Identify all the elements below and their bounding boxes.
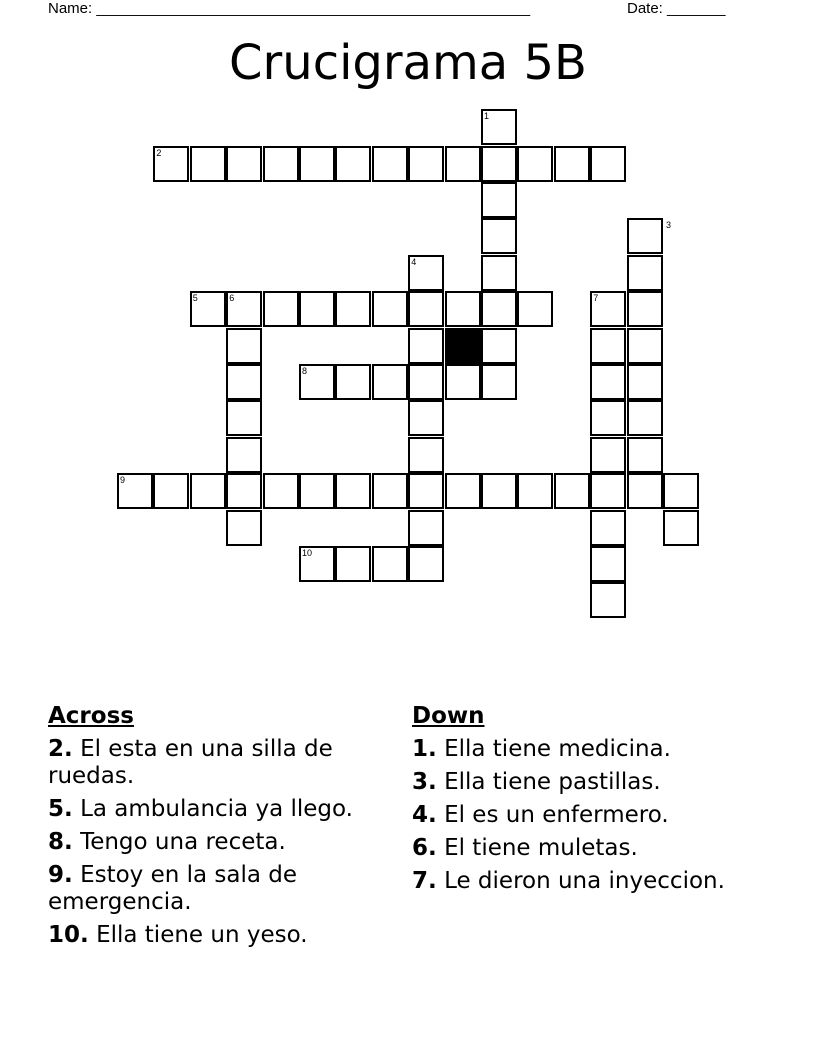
clue-number-label: 3 <box>666 220 672 231</box>
grid-cell[interactable] <box>554 146 590 182</box>
down-heading: Down <box>412 703 485 729</box>
grid-cell[interactable] <box>408 437 444 473</box>
clue-text: La ambulancia ya llego. <box>80 796 353 822</box>
clue-across-9 <box>48 862 388 916</box>
grid-cell[interactable] <box>481 146 517 182</box>
grid-cell[interactable] <box>445 146 481 182</box>
clue-down-4 <box>412 802 752 829</box>
clue-number: 4. <box>412 802 437 828</box>
across-clues <box>48 702 388 955</box>
clue-number-label: 8 <box>302 366 308 376</box>
grid-cell[interactable] <box>590 400 626 436</box>
down-clues <box>412 702 752 901</box>
grid-cell[interactable] <box>226 364 262 400</box>
clue-down-6 <box>412 835 752 862</box>
clue-text: Ella tiene pastillas. <box>444 769 661 795</box>
grid-cell[interactable] <box>335 146 371 182</box>
clue-text: Le dieron una inyeccion. <box>444 868 725 894</box>
grid-cell[interactable] <box>299 473 335 509</box>
grid-cell[interactable] <box>335 291 371 327</box>
grid-cell[interactable] <box>627 328 663 364</box>
grid-cell[interactable] <box>299 291 335 327</box>
clue-down-1 <box>412 736 752 763</box>
grid-cell[interactable] <box>517 146 553 182</box>
page-title: Crucigrama 5B <box>229 35 587 91</box>
clue-number-label: 9 <box>120 475 126 486</box>
grid-cell[interactable] <box>372 546 408 582</box>
clue-number-label: 5 <box>192 293 198 304</box>
grid-cell[interactable] <box>663 510 699 546</box>
grid-cell[interactable] <box>408 291 444 327</box>
grid-cell[interactable] <box>481 255 517 291</box>
clue-text: El tiene muletas. <box>444 835 638 861</box>
grid-cell[interactable] <box>590 328 626 364</box>
clue-number-label: 1 <box>484 111 490 122</box>
clue-across-5 <box>48 796 388 823</box>
grid-cell[interactable] <box>627 364 663 400</box>
grid-cell[interactable] <box>590 546 626 582</box>
grid-cell[interactable] <box>263 291 299 327</box>
grid-cell[interactable] <box>263 146 299 182</box>
grid-cell[interactable] <box>590 510 626 546</box>
clue-across-10 <box>48 922 388 949</box>
clue-across-2 <box>48 736 388 790</box>
grid-cell[interactable] <box>445 473 481 509</box>
grid-cell[interactable] <box>335 364 371 400</box>
grid-cell[interactable] <box>226 437 262 473</box>
grid-cell[interactable] <box>517 473 553 509</box>
grid-cell[interactable] <box>663 473 699 509</box>
grid-cell[interactable] <box>627 400 663 436</box>
grid-cell[interactable] <box>408 510 444 546</box>
grid-cell[interactable] <box>226 473 262 509</box>
clue-number: 9. <box>48 862 73 888</box>
clue-number: 3. <box>412 769 437 795</box>
grid-cell[interactable] <box>408 546 444 582</box>
grid-cell[interactable] <box>226 510 262 546</box>
grid-cell[interactable] <box>445 364 481 400</box>
grid-cell[interactable] <box>481 218 517 254</box>
clue-across-8 <box>48 829 388 856</box>
grid-cell[interactable] <box>445 291 481 327</box>
grid-cell[interactable] <box>627 255 663 291</box>
grid-cell[interactable] <box>554 473 590 509</box>
clue-number: 2. <box>48 736 73 762</box>
grid-cell[interactable] <box>226 400 262 436</box>
grid-cell[interactable] <box>408 146 444 182</box>
grid-cell[interactable] <box>481 328 517 364</box>
grid-cell[interactable] <box>226 146 262 182</box>
name-field-label: Name: ____________________________________________________ <box>48 0 531 17</box>
grid-cell[interactable] <box>627 218 663 254</box>
grid-cell[interactable] <box>590 473 626 509</box>
grid-cell[interactable] <box>153 473 189 509</box>
grid-cell[interactable] <box>481 364 517 400</box>
clue-number-label: 10 <box>302 548 313 558</box>
clue-text: El esta en una silla de ruedas. <box>48 736 333 789</box>
grid-cell[interactable] <box>481 473 517 509</box>
clue-number: 7. <box>412 868 437 894</box>
grid-cell[interactable] <box>408 328 444 364</box>
grid-cell[interactable] <box>372 473 408 509</box>
clue-number: 10. <box>48 922 89 948</box>
black-cell <box>445 328 481 364</box>
grid-cell[interactable] <box>590 146 626 182</box>
grid-cell[interactable] <box>627 291 663 327</box>
grid-cell[interactable] <box>590 582 626 618</box>
clue-text: El es un enfermero. <box>444 802 669 828</box>
grid-cell[interactable] <box>408 473 444 509</box>
clue-text: Ella tiene un yeso. <box>96 922 308 948</box>
grid-cell[interactable] <box>372 146 408 182</box>
grid-cell[interactable] <box>190 146 226 182</box>
clue-number: 8. <box>48 829 73 855</box>
grid-cell[interactable] <box>190 473 226 509</box>
grid-cell[interactable] <box>627 437 663 473</box>
grid-cell[interactable] <box>408 400 444 436</box>
grid-cell[interactable] <box>590 437 626 473</box>
date-field-label: Date: _______ <box>627 0 726 17</box>
grid-cell[interactable] <box>627 473 663 509</box>
clue-number-label: 4 <box>411 256 417 267</box>
grid-cell[interactable] <box>517 291 553 327</box>
grid-cell[interactable] <box>372 364 408 400</box>
grid-cell[interactable] <box>590 364 626 400</box>
clue-down-3 <box>412 769 752 796</box>
clue-number: 1. <box>412 736 437 762</box>
clue-number: 6. <box>412 835 437 861</box>
clue-down-7 <box>412 868 752 895</box>
grid-cell[interactable] <box>226 328 262 364</box>
clue-text: Estoy en la sala de emergencia. <box>48 862 298 915</box>
clue-number-label: 2 <box>156 147 162 158</box>
grid-cell[interactable] <box>481 182 517 218</box>
clue-number-label: 6 <box>229 293 235 304</box>
across-heading: Across <box>48 703 134 729</box>
grid-cell[interactable] <box>263 473 299 509</box>
clue-number: 5. <box>48 796 73 822</box>
clue-number-label: 7 <box>593 293 599 304</box>
grid-cell[interactable] <box>372 291 408 327</box>
clue-text: Tengo una receta. <box>80 829 286 855</box>
grid-cell[interactable] <box>335 546 371 582</box>
grid-cell[interactable] <box>335 473 371 509</box>
grid-cell[interactable] <box>408 364 444 400</box>
grid-cell[interactable] <box>299 146 335 182</box>
grid-cell[interactable] <box>481 291 517 327</box>
clue-text: Ella tiene medicina. <box>444 736 671 762</box>
